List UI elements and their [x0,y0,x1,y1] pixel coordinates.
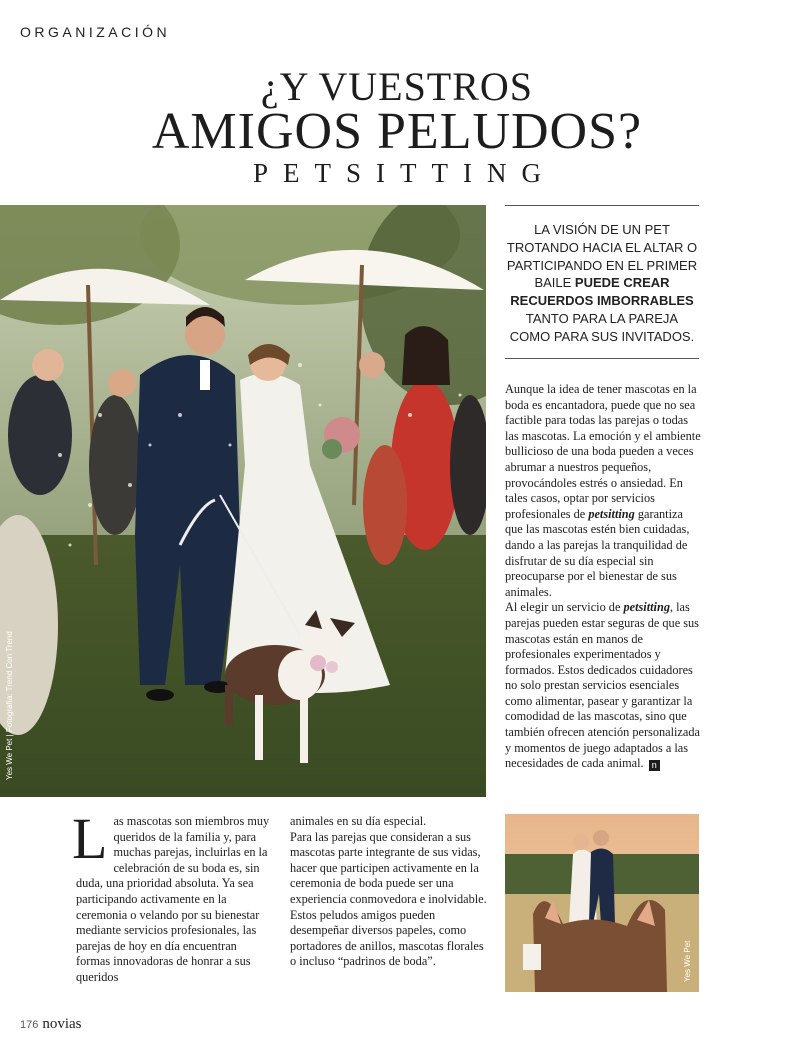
page-footer [20,1015,82,1033]
paragraph-text: Aunque la idea de tener mascotas en la boda es encantadora, puede que no sea factible para todas las parejas o todas las mascotas. La emoción y el ambiente bullicioso de una boda pueden a veces abrumar a nuestros pequeños, provocándoles estrés o ansiedad. En tales casos, optar por servicios profesionales de [505,382,701,521]
paragraph-text: garantiza que las mascotas estén bien cuidadas, dando a las parejas la tranquilidad de disfrutar de su día especial sin preocuparse por el bienestar de sus animales. [505,506,690,599]
headline-line-2: AMIGOS PELUDOS? [151,103,643,160]
main-photo-credit: Yes We Pet | Fotografía: Trend Con Trend [5,631,14,780]
left-column-text [72,806,274,986]
emphasis-term: petsitting [588,506,635,521]
section-label: ORGANIZACIÓN [20,24,171,40]
pull-quote [505,205,699,359]
drop-cap: L [72,806,108,871]
page-number: 176 [20,1019,39,1031]
headline-subtitle: PETSITTING [253,158,556,188]
end-of-article-mark: n [649,760,660,771]
pull-quote-text-2: TANTO PARA LA PAREJA COMO PARA SUS INVITADOS. [509,310,695,344]
emphasis-term: petsitting [623,600,670,615]
pull-quote-text-1: LA VISIÓN DE UN PET TROTANDO HACIA EL ALTAR O PARTICIPANDO EN EL PRIMER BAILE [506,222,698,291]
magazine-name: novias [42,1016,82,1032]
headline-line-1: ¿Y VUESTROS [260,64,534,109]
small-photo-credit: Yes We Pet [683,940,692,982]
main-wedding-photo [0,205,486,797]
paragraph [505,382,701,600]
paragraph: Para las parejas que consideran a sus mascotas parte integrante de sus vidas, hacer que participen activamente en la ceremonia de boda puede ser una experiencia conmovedora e inolvidable. [290,829,487,906]
pull-quote-highlight: PUEDE CREAR RECUERDOS IMBORRABLES [510,275,694,309]
couple-with-dog-photo [505,814,699,992]
paragraph-text: , las parejas pueden estar seguras de que sus mascotas están en manos de profesionales experimentados y formados. Estos dedicados cuidadores no solo prestan servicios esenciales como alimentar, pasear y garantizar la comodidad de las mascotas, sino que también ofrecen atención personalizada y momentos de juego adaptados a las necesidades de cada animal. [505,600,700,771]
right-column-text [505,382,701,772]
paragraph [505,600,701,772]
paragraph-text: Al elegir un servicio de [505,600,624,615]
paragraph: animales en su día especial. [290,814,427,828]
paragraph: Estos peludos amigos pueden desempeñar diversos papeles, como portadores de anillos, mascotas florales o incluso “padrinos de boda”. [290,907,484,969]
middle-column-text [290,814,490,970]
paragraph-text: as mascotas son miembros muy queridos de la familia y, para muchas parejas, incluirlas en la celebración de su boda es, sin duda, una prioridad absoluta. Ya sea participando activamente en la ceremonia o velando por su bienestar mediante servicios profesionales, las parejas de hoy en día encuentran formas innovadoras de honrar a sus queridos [76,814,270,984]
